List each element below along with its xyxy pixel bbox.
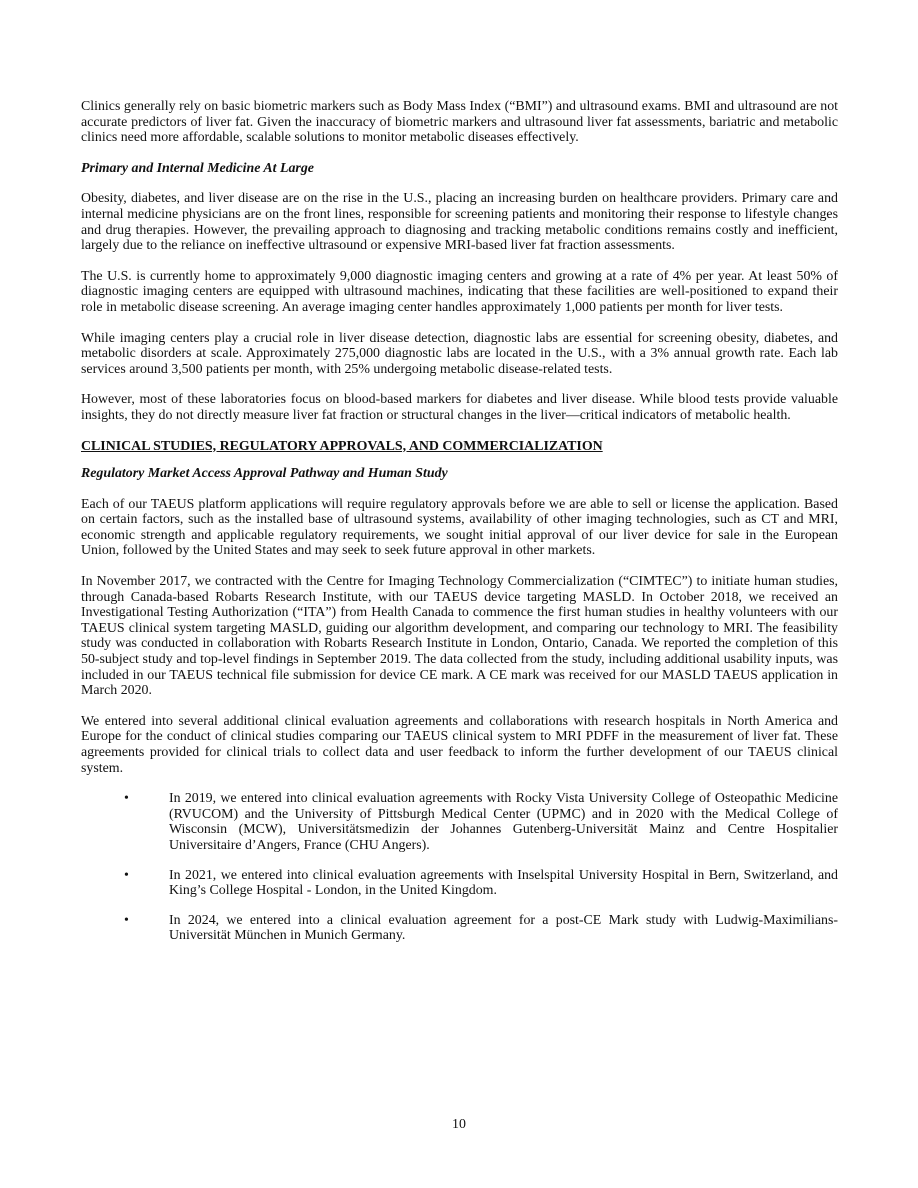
list-item-text: In 2019, we entered into clinical evaluation agreements with Rocky Vista University College of Osteopathic Medicine (RVUCOM) and the University of Pittsburgh Medical Center (UPMC) and in 2020 with the Medical College of Wisconsin (MCW), Universitätsmedizin der Johannes Gutenberg-Universität Mainz and Centre Hospitalier Universitaire d’Angers, France (CHU Angers).: [169, 791, 838, 853]
list-item-text: In 2021, we entered into clinical evaluation agreements with Inselspital University Hospital in Bern, Switzerland, and King’s College Hospital - London, in the United Kingdom.: [169, 867, 838, 899]
paragraph-diagnostic-labs: While imaging centers play a crucial role in liver disease detection, diagnostic labs are essential for screening obesity, diabetes, and metabolic disorders at scale. Approximately 275,000 diagnostic labs are located in the U.S., with a 3% annual growth rate. Each lab services around 3,500 patients per month, with 25% undergoing metabolic disease-related tests.: [81, 330, 838, 377]
list-item: [81, 913, 838, 944]
document-page: [81, 99, 838, 958]
bullet-icon: •: [124, 867, 129, 883]
paragraph-clinical-agreements: We entered into several additional clinical evaluation agreements and collaborations with research hospitals in North America and Europe for the conduct of clinical studies comparing our TAEUS clinical system to MRI PDFF in the measurement of liver fat. These agreements provided for clinical trials to collect data and user feedback to inform the further development of our TAEUS clinical system.: [81, 713, 838, 776]
list-item: [81, 868, 838, 899]
paragraph-blood-markers: However, most of these laboratories focus on blood-based markers for diabetes and liver disease. While blood tests provide valuable insights, they do not directly measure liver fat fraction or structural changes in the liver—critical indicators of metabolic health.: [81, 392, 838, 423]
section-heading-clinical-studies: CLINICAL STUDIES, REGULATORY APPROVALS, AND COMMERCIALIZATION: [81, 438, 603, 454]
bullet-icon: •: [124, 791, 129, 807]
bullet-icon: •: [124, 912, 129, 928]
paragraph-imaging-centers: The U.S. is currently home to approximately 9,000 diagnostic imaging centers and growing at a rate of 4% per year. At least 50% of diagnostic imaging centers are equipped with ultrasound machines, indicating that these facilities are well-positioned to expand their role in metabolic disease screening. An average imaging center handles approximately 1,000 patients per month for liver tests.: [81, 268, 838, 315]
paragraph-obesity: Obesity, diabetes, and liver disease are on the rise in the U.S., placing an increasing burden on healthcare providers. Primary care and internal medicine physicians are on the front lines, responsible for screening patients and monitoring their response to lifestyle changes and drug therapies. However, the prevailing approach to diagnosing and tracking metabolic conditions remains costly and inefficient, largely due to the reliance on ineffective ultrasound or expensive MRI-based liver fat fraction assessments.: [81, 191, 838, 254]
list-item-text: In 2024, we entered into a clinical evaluation agreement for a post-CE Mark study with Ludwig-Maximilians-Universität München in Munich Germany.: [169, 912, 838, 944]
page-number: 10: [452, 1117, 466, 1132]
paragraph-cimtec-study: In November 2017, we contracted with the Centre for Imaging Technology Commercialization (“CIMTEC”) to initiate human studies, through Canada-based Robarts Research Institute, with our TAEUS device targeting MASLD. In October 2018, we received an Investigational Testing Authorization (“ITA”) from Health Canada to commence the first human studies in healthy volunteers with our TAEUS clinical system targeting MASLD, guiding our algorithm development, and comparing our technology to MRI. The feasibility study was conducted in collaboration with Robarts Research Institute in London, Ontario, Canada. We reported the completion of this 50-subject study and top-level findings in September 2019. The data collected from the study, including additional usability inputs, was included in our TAEUS technical file submission for device CE mark. A CE mark was received for our MASLD TAEUS application in March 2020.: [81, 574, 838, 699]
subheading-regulatory-pathway: Regulatory Market Access Approval Pathway and Human Study: [81, 466, 448, 482]
subheading-primary-internal-medicine: Primary and Internal Medicine At Large: [81, 160, 314, 176]
agreements-bullet-list: [81, 791, 838, 944]
paragraph-taeus-approvals: Each of our TAEUS platform applications will require regulatory approvals before we are able to sell or license the application. Based on certain factors, such as the installed base of ultrasound systems, availability of other imaging technologies, such as CT and MRI, economic strength and applicable regulatory requirements, we sought initial approval of our liver device for sale in the European Union, followed by the United States and may seek to seek future approval in other markets.: [81, 496, 838, 559]
list-item: [81, 791, 838, 853]
paragraph-clinics: Clinics generally rely on basic biometric markers such as Body Mass Index (“BMI”) and ultrasound exams. BMI and ultrasound are not accurate predictors of liver fat. Given the inaccuracy of biometric markers and ultrasound liver fat assessments, bariatric and metabolic clinics need more affordable, scalable solutions to monitor metabolic diseases effectively.: [81, 99, 838, 146]
